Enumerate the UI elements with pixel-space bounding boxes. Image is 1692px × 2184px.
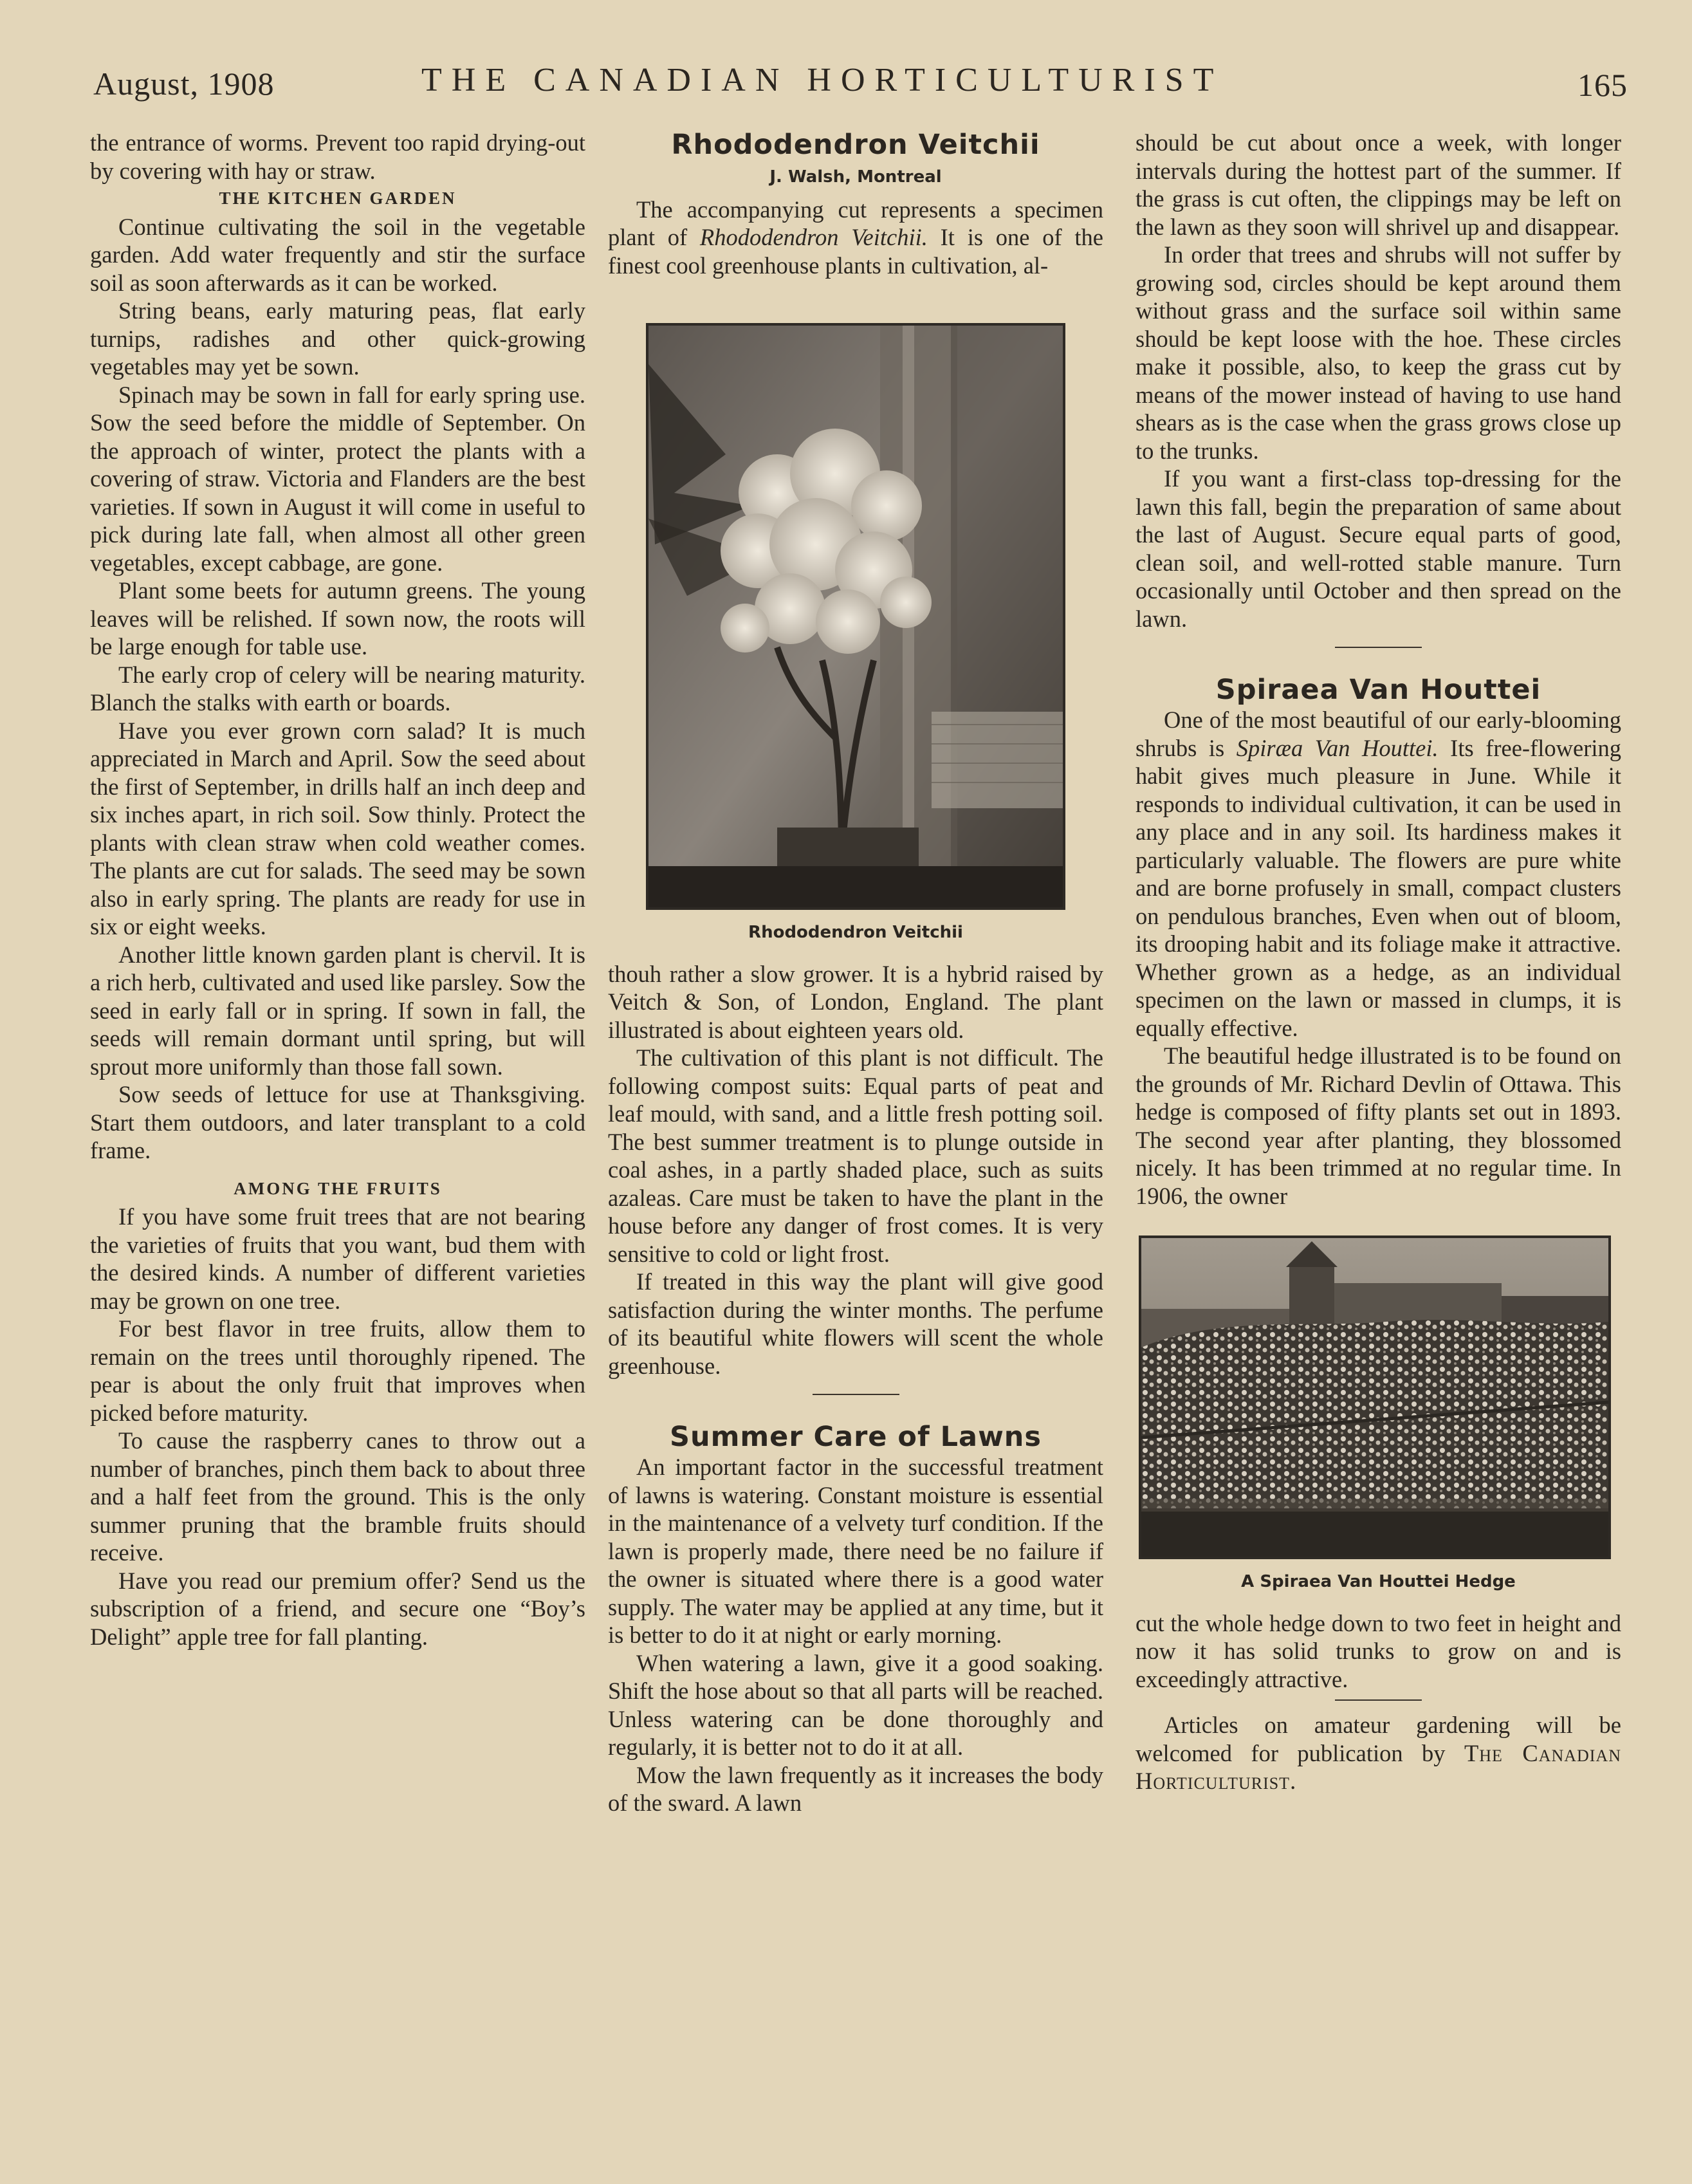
column-middle — [608, 129, 1103, 1817]
paragraph: When watering a lawn, give it a good soaking. Shift the hose about so that all parts will be reached. Unless watering can be done thoroughly and regularly, it is better not to do it at all. — [608, 1649, 1103, 1760]
spiraea-hedge-photo — [1139, 1235, 1611, 1559]
section-heading-kitchen-garden: THE KITCHEN GARDEN — [219, 189, 457, 208]
paragraph: If you have some fruit trees that are not bearing the varieties of fruits that you want, bud them with the desired kinds. A number of different varieties may be grown on one tree. — [90, 1203, 585, 1314]
section-divider — [1335, 647, 1422, 648]
paragraph: For best flavor in tree fruits, allow them to remain on the trees until thoroughly ripened. The pear is about the only fruit that improves when picked before maturity. — [90, 1315, 585, 1426]
paragraph: Another little known garden plant is chervil. It is a rich herb, cultivated and used like parsley. Sow the seed in early fall or in spring. If sown in fall, the seeds will remain dormant until spring, but will sprout more uniformly than those fall sown. — [90, 941, 585, 1080]
paragraph: Articles on amateur gardening will be welcomed for publication by The Canadian Horticulturist. — [1136, 1712, 1621, 1794]
paragraph: thouh rather a slow grower. It is a hybrid raised by Veitch & Son, of London, England. The plant illustrated is about eighteen years old. — [608, 960, 1103, 1043]
paragraph: To cause the raspberry canes to throw out a number of branches, pinch them back to about three and a half feet from the ground. This is the only summer pruning that the bramble fruits should receive. — [90, 1427, 585, 1566]
column-left — [90, 129, 585, 1651]
paragraph: The beautiful hedge illustrated is to be found on the grounds of Mr. Richard Devlin of Ottawa. This hedge is composed of fifty plants set out in 1893. The second year after planting, they blossomed nicely. It has been trimmed at no regular time. In 1906, the owner — [1136, 1042, 1621, 1209]
article-title-lawns: Summer Care of Lawns — [669, 1421, 1042, 1453]
paragraph: One of the most beautiful of our early-blooming shrubs is Spiræa Van Houttei. Its free-flowering habit gives much pleasure in June. While it responds to individual cultivation, it can be used in any place and in any soil. Its hardiness makes it particularly valuable. The flowers are pure white and are borne profusely in small, compact clusters on pendulous branches, Even when out of bloom, its drooping habit and its foliage make it attractive. Whether grown as a hedge, as an individual specimen on the lawn or massed in clumps, it is equally effective. — [1136, 707, 1621, 1041]
photo-caption-rhododendron: Rhododendron Veitchii — [748, 923, 963, 942]
page-header — [93, 61, 1628, 113]
paragraph: In order that trees and shrubs will not suffer by growing sod, circles should be kept around them without grass and the surface soil within same should be kept loose with the hoe. These circles make it possible, also, to keep the grass cut by means of the mower instead of having to use hand shears as is the case when the grass grows close up to the trunks. — [1136, 241, 1621, 464]
paragraph: cut the whole hedge down to two feet in height and now it has solid trunks to grow on and is exceedingly attractive. — [1136, 1609, 1621, 1692]
paragraph: should be cut about once a week, with longer intervals during the hottest part of the summer. If the grass is cut often, the clippings may be left on the lawn as they soon will shrivel up and disappear. — [1136, 129, 1621, 240]
section-divider — [813, 1394, 899, 1395]
article-title-rhododendron: Rhododendron Veitchii — [671, 129, 1040, 161]
paragraph: If you want a first-class top-dressing for the lawn this fall, begin the preparation of same about the last of August. Secure equal parts of good, clean soil, and well-rotted stable manure. Turn occasionally until October and then spread on the lawn. — [1136, 465, 1621, 632]
rhododendron-photo — [646, 323, 1065, 910]
paragraph: If treated in this way the plant will give good satisfaction during the winter months. The perfume of its beautiful white flowers will scent the whole greenhouse. — [608, 1268, 1103, 1379]
article-title-spiraea: Spiraea Van Houttei — [1215, 674, 1541, 706]
spiraea-hedge-illustration — [1141, 1238, 1608, 1557]
paragraph: Have you ever grown corn salad? It is much appreciated in March and April. Sow the seed about the first of September, in drills half an inch deep and six inches apart, in rich soil. Sow thinly. Protect the plants with clean straw when cold weather comes. The plants are cut for salads. The seed may be sown also in early spring. The plants are ready for use in six or eight weeks. — [90, 717, 585, 939]
column-right — [1136, 129, 1621, 1795]
publication-title: THE CANADIAN HORTICULTURIST — [421, 62, 1224, 98]
paragraph: An important factor in the successful treatment of lawns is watering. Constant moisture is essential in the maintenance of a velvety turf condition. If the lawn is properly made, there need be no failure if the owner is situated where there is a good water supply. The water may be applied at any time, but it is better to do it at night or early morning. — [608, 1454, 1103, 1648]
paragraph: Plant some beets for autumn greens. The young leaves will be relished. If sown now, the roots will be large enough for table use. — [90, 577, 585, 660]
paragraph: Sow seeds of lettuce for use at Thanksgiving. Start them outdoors, and later transplant to a cold frame. — [90, 1081, 585, 1163]
paragraph: the entrance of worms. Prevent too rapid drying-out by covering with hay or straw. — [90, 129, 585, 184]
section-divider — [1335, 1699, 1422, 1701]
paragraph: Continue cultivating the soil in the vegetable garden. Add water frequently and stir the surface soil as soon afterwards as it can be worked. — [90, 213, 585, 296]
rhododendron-illustration — [648, 326, 1063, 907]
issue-date: August, 1908 — [93, 66, 275, 102]
paragraph: String beans, early maturing peas, flat early turnips, radishes and other quick-growing vegetables may yet be sown. — [90, 297, 585, 380]
paragraph: Have you read our premium offer? Send us the subscription of a friend, and secure one “Boy’s Delight” apple tree for fall planting. — [90, 1567, 585, 1650]
section-heading-among-the-fruits: AMONG THE FRUITS — [234, 1178, 442, 1198]
photo-caption-spiraea: A Spiraea Van Houttei Hedge — [1241, 1572, 1516, 1591]
article-byline: J. Walsh, Montreal — [769, 167, 942, 187]
paragraph: The cultivation of this plant is not difficult. The following compost suits: Equal parts of peat and leaf mould, with sand, and a little fresh potting soil. The best summer treatment is to plunge outside in coal ashes, in a partly shaded place, such as suits azaleas. Care must be taken to have the plant in the house before any danger of frost comes. It is very sensitive to cold or light frost. — [608, 1044, 1103, 1267]
page-number: 165 — [1577, 67, 1628, 103]
paragraph: Spinach may be sown in fall for early spring use. Sow the seed before the middle of September. On the approach of winter, protect the plants with a covering of straw. Victoria and Flanders are the best varieties. If sown in August it will come in useful to pick during late fall, when almost all other green vegetables, except cabbage, are gone. — [90, 381, 585, 576]
paragraph: The accompanying cut represents a specimen plant of Rhododendron Veitchii. It is one of the finest cool greenhouse plants in cultivation, al- — [608, 196, 1104, 279]
paragraph: The early crop of celery will be nearing maturity. Blanch the stalks with earth or boards. — [90, 661, 585, 716]
paragraph: Mow the lawn frequently as it increases the body of the sward. A lawn — [608, 1761, 1103, 1816]
